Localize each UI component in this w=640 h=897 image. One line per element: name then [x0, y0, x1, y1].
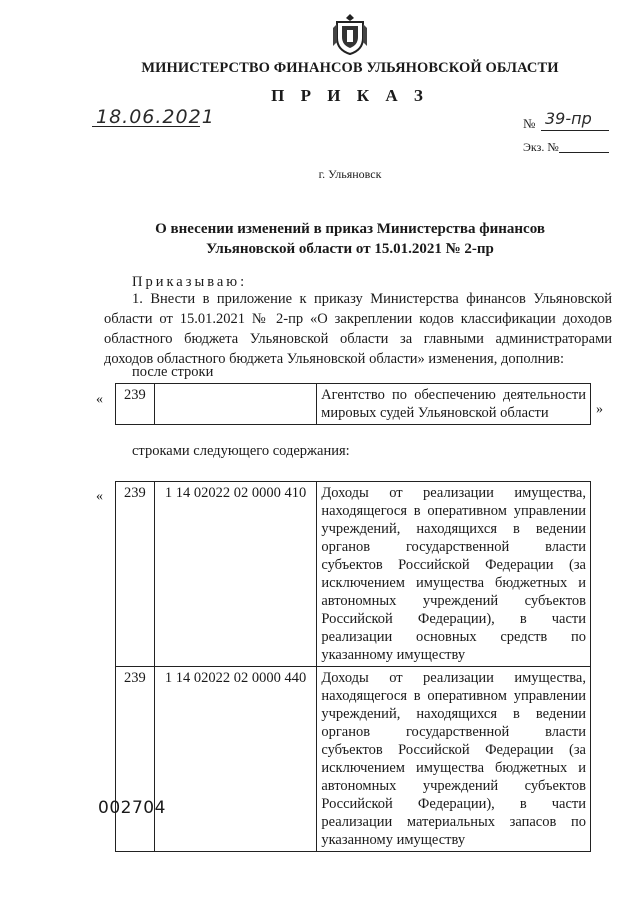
- ordering-word: Приказываю:: [132, 274, 248, 290]
- paragraph-1: 1. Внести в приложение к приказу Министерства финансов Ульяновской области от 15.01.2021 № 2-пр «О закреплении кодов классификации доходов областного бюджета Ульяновской области за главными администраторами доходов областного бюджета Ульяновской области» изменения, дополнив:: [104, 291, 612, 367]
- table-row: [116, 384, 591, 425]
- income-code-cell: 1 14 02022 02 0000 410: [154, 482, 317, 667]
- coat-of-arms-icon: [331, 12, 369, 56]
- table-row: [116, 667, 591, 852]
- subject-line-1: О внесении изменений в приказ Министерства финансов: [155, 221, 545, 237]
- rows-following-text: строками следующего содержания:: [132, 443, 350, 459]
- copy-label: Экз. №: [523, 140, 559, 154]
- income-name-cell: Доходы от реализации имущества, находящегося в оперативном управлении учреждений, находящихся в ведении органов государственной власти субъектов Российской Федерации (за исключением имущества бюджетных и автономных учреждений субъектов Российской Федерации), в части реализации материальных запасов по указанному имуществу: [317, 667, 591, 852]
- income-code-cell: 1 14 02022 02 0000 440: [154, 667, 317, 852]
- order-subject: [0, 219, 640, 259]
- after-row-text: после строки: [132, 364, 214, 380]
- admin-code-cell: 239: [116, 482, 155, 667]
- document-serial-number: 002704: [98, 798, 166, 818]
- income-name-cell: Доходы от реализации имущества, находящегося в оперативном управлении учреждений, находящихся в ведении органов государственной власти субъектов Российской Федерации (за исключением имущества бюджетных и автономных учреждений субъектов Российской Федерации), в части реализации основных средств по указанному имуществу: [317, 482, 591, 667]
- document-type: П Р И К А З: [271, 86, 429, 105]
- new-rows-table: [115, 481, 591, 852]
- table-row: [116, 482, 591, 667]
- existing-row-table: [115, 383, 591, 425]
- quote-close: »: [596, 402, 603, 417]
- income-name-cell: Агентство по обеспечению деятельности мировых судей Ульяновской области: [317, 384, 591, 425]
- subject-line-2: Ульяновской области от 15.01.2021 № 2-пр: [206, 241, 494, 257]
- admin-code-cell: 239: [116, 384, 155, 425]
- income-code-cell: [154, 384, 316, 425]
- number-label: №: [523, 116, 536, 131]
- quote-open: «: [96, 392, 103, 407]
- ministry-name: МИНИСТЕРСТВО ФИНАНСОВ УЛЬЯНОВСКОЙ ОБЛАСТИ: [141, 60, 559, 76]
- quote-open: «: [96, 489, 103, 504]
- handwritten-number: 39-пр: [545, 109, 592, 128]
- city: г. Ульяновск: [318, 167, 382, 181]
- copy-underline: [559, 152, 609, 153]
- handwritten-date: 18.06.2021: [96, 106, 215, 128]
- number-underline: [541, 130, 609, 131]
- admin-code-cell: 239: [116, 667, 155, 852]
